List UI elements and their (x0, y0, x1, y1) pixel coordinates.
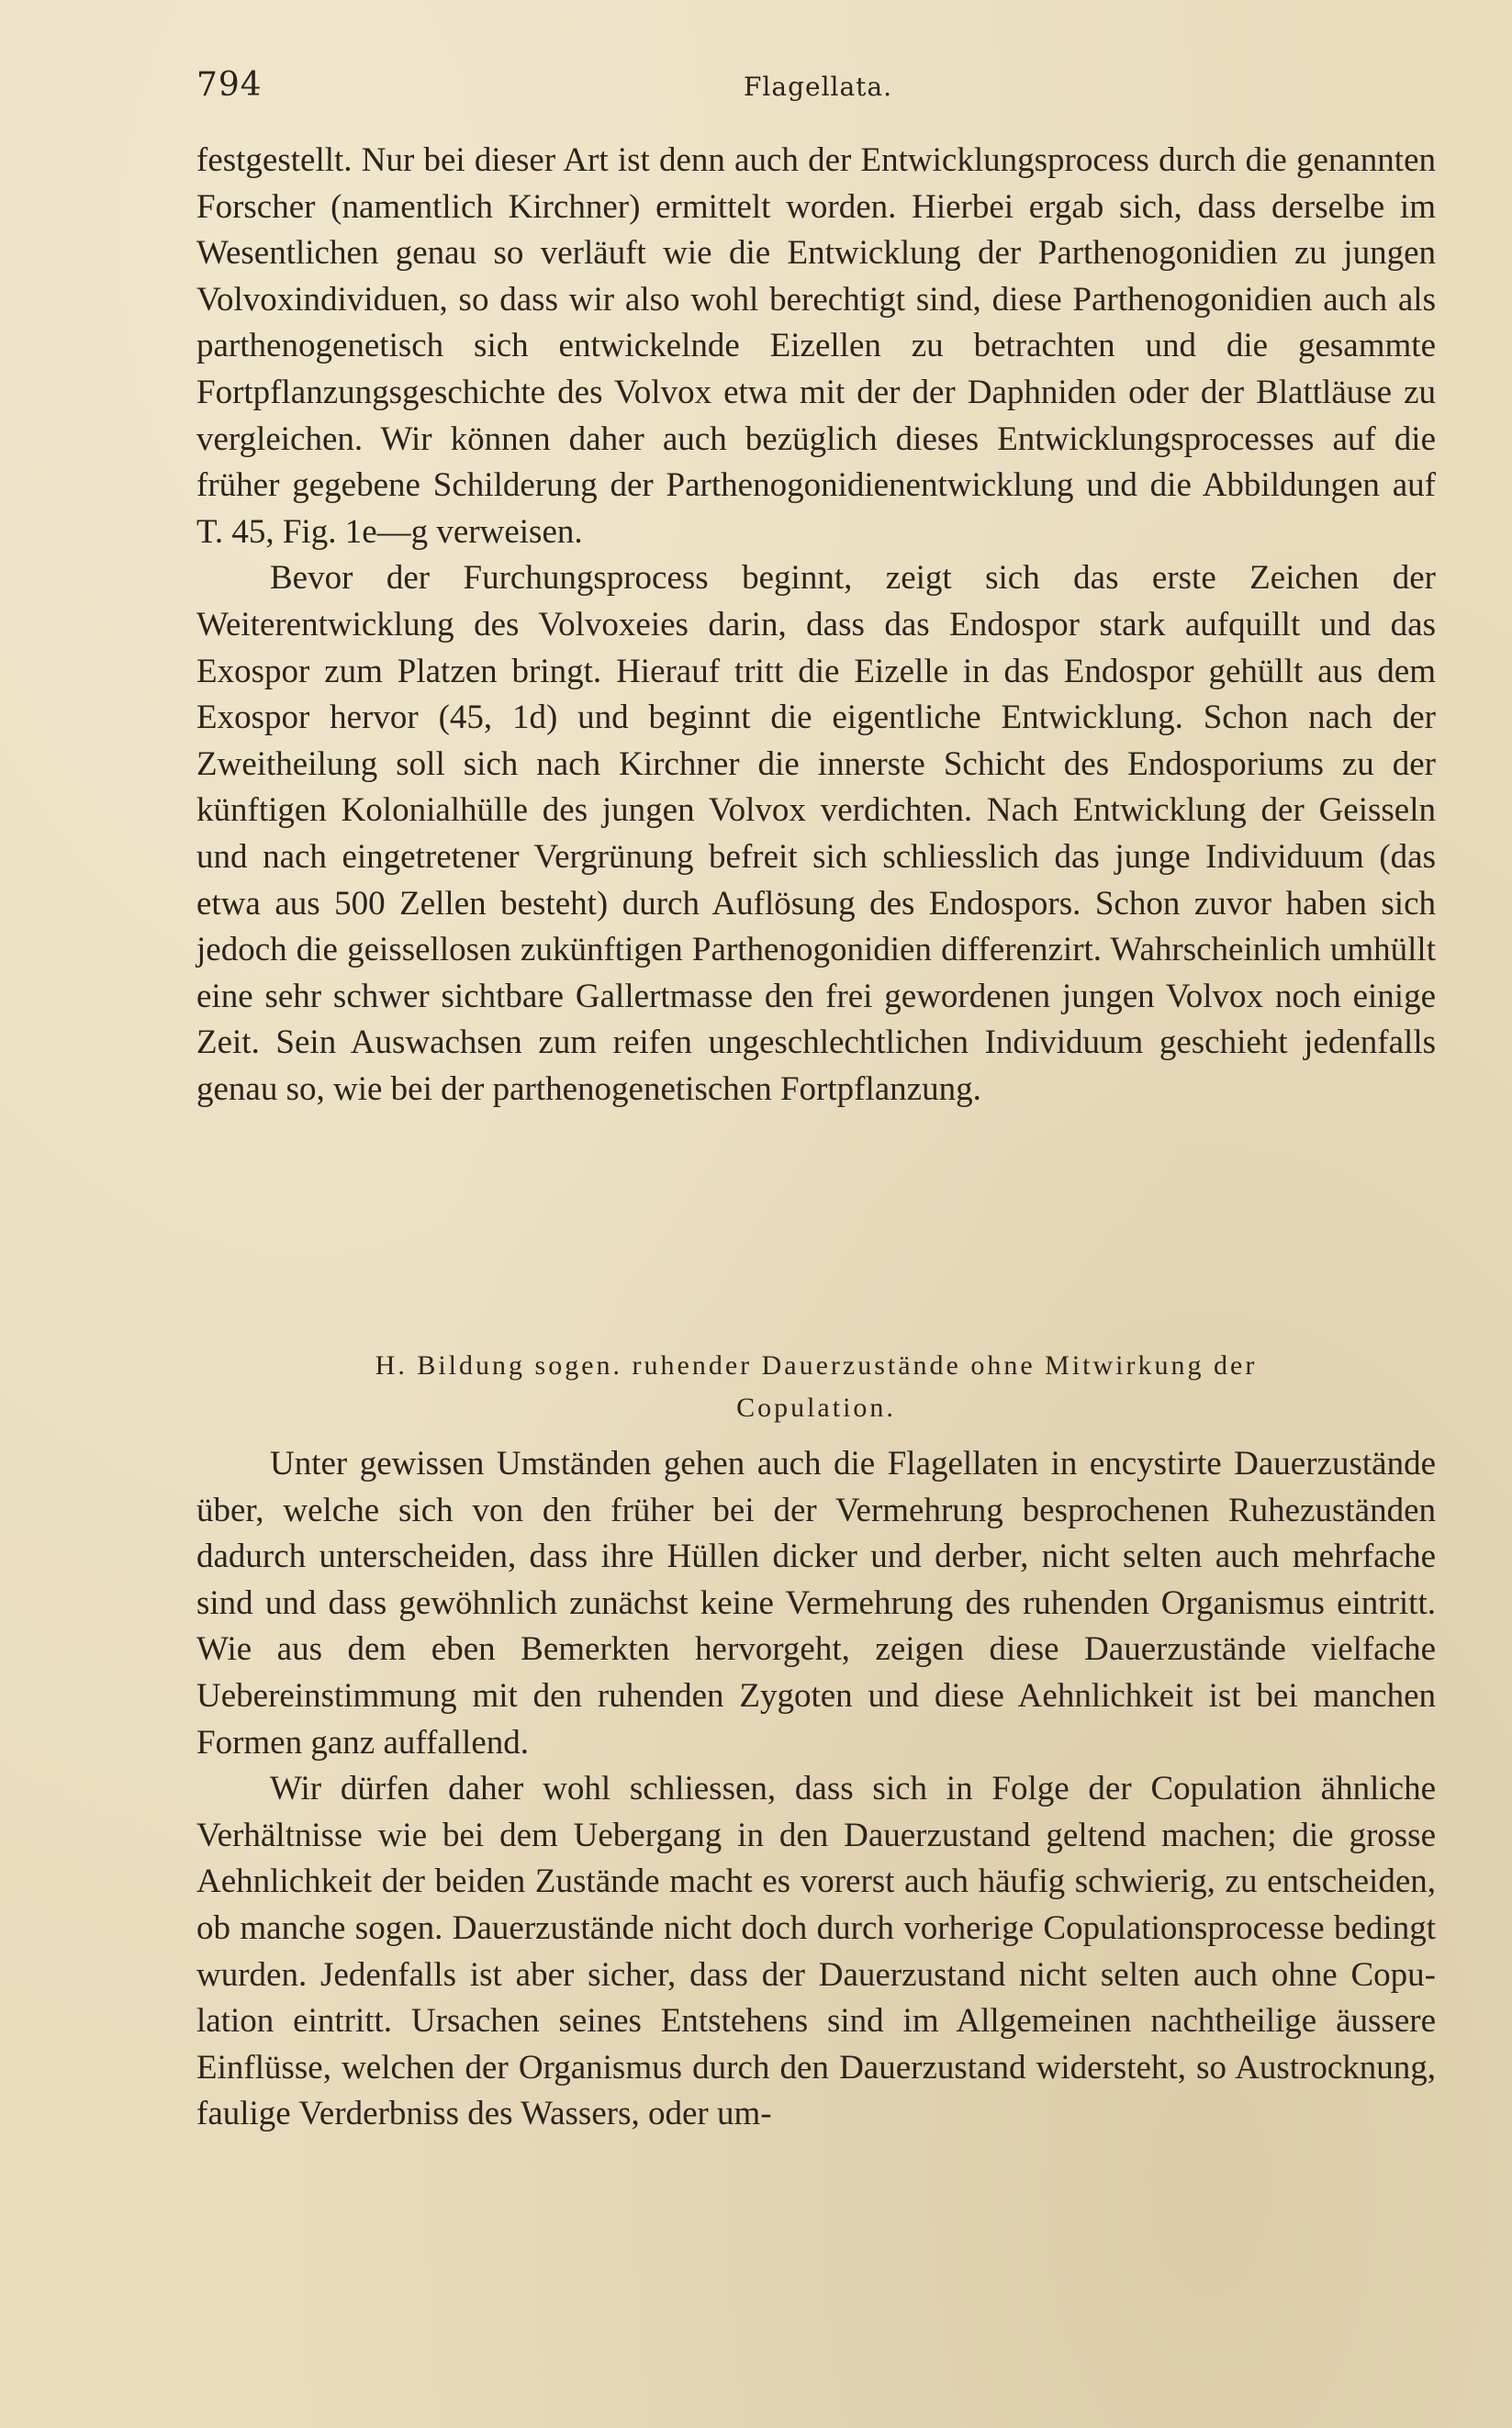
body-text-bottom (196, 1441, 1436, 2138)
paragraph: Bevor der Furchungsprocess beginnt, zeigt sich das erste Zeichen der Weiterentwicklung des Volvoxeies darin, dass das Endospor stark aufquillt und das Exospor zum Platzen bringt. Hierauf tritt die Eizelle in das Endospor gehüllt aus dem Exospor hervor (45, 1d) und beginnt die eigentliche Entwicklung. Schon nach der Zweitheilung soll sich nach Kirchner die innerste Schicht des Endosporiums zu der künftigen Kolonialhülle des jungen Volvox verdichten. Nach Entwicklung der Geisseln und nach eingetretener Vergrünung befreit sich schliesslich das junge Individuum (das etwa aus 500 Zellen besteht) durch Auflösung des Endospors. Schon zuvor haben sich jedoch die geissellosen zukünftigen Parthenogonidien differenzirt. Wahrscheinlich umhüllt eine sehr schwer sichtbare Gallertmasse den frei gewordenen jungen Volvox noch einige Zeit. Sein Auswachsen zum reifen ungeschlechtlichen Individuum geschieht jedenfalls genau so, wie bei der parthenogenetischen Fortpflanzung. (196, 559, 1436, 1108)
page-number: 794 (196, 66, 263, 104)
paragraph: festgestellt. Nur bei dieser Art ist denn auch der Entwicklungsprocess durch die genannten Forscher (namentlich Kirchner) ermittelt worden. Hierbei ergab sich, dass derselbe im Wesentlichen genau so verläuft wie die Entwicklung der Parthenogonidien zu jungen Volvoxindividuen, so dass wir also wohl berechtigt sind, diese Parthenogonidien auch als parthenogenetisch sich entwickelnde Eizellen zu betrachten und die gesammte Fortpflanzungsgeschichte des Volvox etwa mit der der Daphniden oder der Blattläuse zu vergleichen. Wir können daher auch bezüglich dieses Entwicklungsprocesses auf die früher gegebene Schilderung der Parthenogonidienentwicklung und die Abbildungen auf T. 45, Fig. 1e—g verweisen. (196, 141, 1436, 551)
section-heading-line: Copulation. (736, 1393, 896, 1423)
paragraph: Wir dürfen daher wohl schliessen, dass sich in Folge der Copulation ähnliche Verhältnisse wie bei dem Uebergang in den Dauerzustand geltend machen; die grosse Aehnlichkeit der beiden Zustände macht es vorerst auch häufig schwierig, zu entscheiden, ob manche sogen. Dauerzustände nicht doch durch vorherige Copulationsprocesse bedingt wurden. Jedenfalls ist aber sicher, dass der Dauerzustand nicht selten auch ohne Copulation eintritt. Ursachen seines Entstehens sind im Allgemeinen nachtheilige äussere Einflüsse, welchen der Organismus durch den Dauerzustand widersteht, so Austrocknung, faulige Verderbniss des Wassers, oder um- (196, 1770, 1436, 2133)
running-title: Flagellata. (744, 72, 893, 102)
section-heading-line: H. Bildung sogen. ruhender Dauerzustände ohne Mitwirkung der (375, 1350, 1258, 1381)
page-header (196, 66, 1436, 112)
body-text-top (196, 138, 1436, 1113)
paragraph: Unter gewissen Umständen gehen auch die Flagellaten in encystirte Dauerzustände über, welche sich von den früher bei der Vermehrung besprochenen Ruhezuständen dadurch unterscheiden, dass ihre Hüllen dicker und derber, nicht selten auch mehrfache sind und dass gewöhnlich zunächst keine Vermehrung des ruhenden Organismus eintritt. Wie aus dem eben Bemerkten hervorgeht, zeigen diese Dauerzustände vielfache Uebereinstimmung mit den ruhenden Zygoten und diese Aehnlichkeit ist bei manchen Formen ganz auffallend. (196, 1445, 1436, 1762)
section-heading (196, 1345, 1436, 1429)
